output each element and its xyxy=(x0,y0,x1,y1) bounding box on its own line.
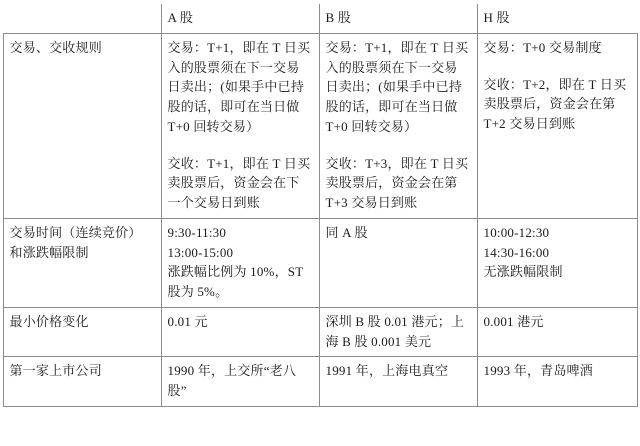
cell-b-trading-hours xyxy=(319,218,477,307)
cell-a-trading-settlement xyxy=(161,33,319,218)
stock-market-comparison-table xyxy=(3,4,638,407)
cell-a-first-listed xyxy=(161,357,319,407)
cell-text: 交收：T+1，即在 T 日买卖股票后，资金会在下一个交易日到账 xyxy=(167,155,311,210)
cell-b-first-listed xyxy=(319,357,477,407)
paragraph-spacer xyxy=(168,137,313,154)
cell-text: 交易：T+1，即在 T 日买入的股票须在下一交易日卖出；(如果手中已持股的话，即可在当日做 T+0 回转交易） xyxy=(167,39,311,134)
cell-text: 同 A 股 xyxy=(325,224,368,240)
cell-text: 1991 年，上海电真空 xyxy=(325,363,449,379)
header-corner-blank xyxy=(3,4,161,33)
row-label-min-price-change: 最小价格变化 xyxy=(3,307,161,357)
cell-text: 9:30-11:30 xyxy=(167,224,227,240)
cell-text: 14:30-16:00 xyxy=(483,244,550,260)
cell-text: 交易：T+1，即在 T 日买入的股票须在下一交易日卖出；(如果手中已持股的话，即可在当日做 T+0 回转交易） xyxy=(325,39,469,134)
column-header-b-shares: B 股 xyxy=(319,4,477,33)
table-row xyxy=(3,218,637,307)
cell-text: 交收：T+2，即在 T 日买卖股票后，资金会在第 T+2 交易日到账 xyxy=(483,76,627,131)
cell-text: 涨跌幅比例为 10%，ST 股为 5%。 xyxy=(167,264,304,299)
table-header-row xyxy=(3,4,637,33)
cell-text: 深圳 B 股 0.01 港元；上海 B 股 0.001 美元 xyxy=(325,313,465,349)
cell-text: 13:00-15:00 xyxy=(167,244,234,260)
cell-b-trading-settlement xyxy=(319,33,477,218)
column-header-a-shares: A 股 xyxy=(161,4,319,33)
cell-text: 1993 年，青岛啤酒 xyxy=(483,363,593,379)
cell-h-trading-hours xyxy=(477,218,637,307)
cell-text: 无涨跌幅限制 xyxy=(483,264,563,280)
paragraph-spacer xyxy=(326,137,471,154)
column-header-h-shares: H 股 xyxy=(477,4,637,33)
cell-text: 1990 年，上交所“老八股” xyxy=(167,363,297,398)
cell-h-first-listed xyxy=(477,357,637,407)
table-row xyxy=(3,307,637,357)
row-label-first-listed-company: 第一家上市公司 xyxy=(3,357,161,407)
cell-text: 0.01 元 xyxy=(167,313,208,329)
paragraph-spacer xyxy=(484,58,631,75)
cell-text: 交易：T+0 交易制度 xyxy=(483,39,602,55)
cell-h-min-price-change xyxy=(477,307,637,357)
cell-h-trading-settlement xyxy=(477,33,637,218)
table-row xyxy=(3,357,637,407)
cell-text: 交收：T+3，即在 T 日买卖股票后，资金会在第 T+3 交易日到账 xyxy=(325,155,469,210)
table-row xyxy=(3,33,637,218)
cell-a-trading-hours xyxy=(161,218,319,307)
cell-text: 10:00-12:30 xyxy=(483,224,550,240)
cell-b-min-price-change xyxy=(319,307,477,357)
cell-a-min-price-change xyxy=(161,307,319,357)
row-label-trading-hours-limit: 交易时间（连续竞价）和涨跌幅限制 xyxy=(3,218,161,307)
cell-text: 0.001 港元 xyxy=(483,313,544,329)
row-label-trading-settlement-rules: 交易、交收规则 xyxy=(3,33,161,218)
